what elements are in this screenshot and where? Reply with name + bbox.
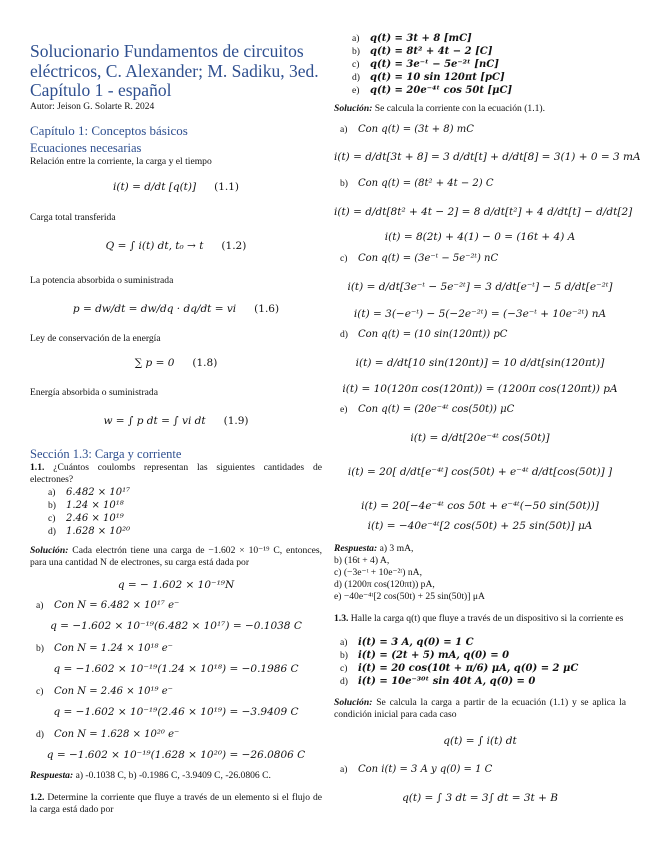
item-label: b) (48, 500, 56, 511)
case-equation: q = −1.602 × 10⁻¹⁹(1.24 × 10¹⁸) = −0.1986 C (53, 663, 299, 675)
case-condition: Con q(t) = (3e⁻ᵗ − 5e⁻²ᵗ) nC (358, 253, 499, 264)
answer-1-1 (30, 770, 322, 782)
case-row (36, 686, 173, 697)
case-equation: i(t) = d/dt[8t² + 4t − 2] = 8 d/dt[t²] + 4 d/dt[t] − d/dt[2] (334, 206, 633, 218)
list-item (48, 526, 130, 537)
section-heading-1-3: Sección 1.3: Carga y corriente (30, 447, 182, 461)
case-label: d) (340, 329, 348, 340)
case-label: b) (36, 643, 44, 654)
problem-number: 1.2. (30, 792, 45, 803)
case-condition: Con N = 6.482 × 10¹⁷ e⁻ (54, 600, 180, 611)
item-label: b) (352, 46, 360, 57)
equation-1-1-body: i(t) = d/dt [q(t)] (112, 181, 197, 193)
item-value: 1.24 × 10¹⁸ (66, 500, 124, 511)
answer-line: c) (−3e⁻ᵗ + 10e⁻²ᵗ) nA, (334, 567, 422, 578)
case-condition: Con q(t) = (3t + 8) mC (358, 124, 474, 135)
solution-text: Cada electrón tiene una carga de −1.602 × 10⁻¹⁹ C, entonces, para una cantidad N de electrones, su carga está dada por (30, 545, 323, 568)
case-label: a) (340, 124, 348, 135)
answer-line: e) −40e⁻⁴ᵗ[2 cos(50t) + 25 sin(50t)] μA (334, 591, 485, 602)
equation-1-8 (30, 357, 322, 369)
case-equation: i(t) = 20[ d/dt[e⁻⁴ᵗ] cos(50t) + e⁻⁴ᵗ d/dt[cos(50t)] ] (347, 466, 613, 478)
case-row (36, 600, 179, 611)
item-label: c) (352, 59, 360, 70)
solution-equation: q = − 1.602 × 10⁻¹⁹N (117, 579, 235, 591)
case-equation: i(t) = 8(2t) + 4(1) − 0 = (16t + 4) A (384, 231, 576, 243)
document-title (30, 42, 322, 101)
solution-text: Se calcula la corriente con la ecuación (1.1). (374, 103, 545, 114)
case-condition: Con N = 1.628 × 10²⁰ e⁻ (54, 729, 180, 740)
solution-1-1 (30, 545, 322, 569)
list-item (340, 637, 474, 648)
item-label: d) (352, 72, 360, 83)
case-label: d) (36, 729, 44, 740)
list-item (352, 72, 505, 83)
item-label: a) (48, 487, 56, 498)
case-equation: i(t) = d/dt[20e⁻⁴ᵗ cos(50t)] (410, 432, 550, 444)
list-item (352, 33, 472, 44)
case-row (36, 643, 173, 654)
problem-text: Determine la corriente que fluye a través de un elemento si el flujo de la carga está dado por (30, 792, 322, 815)
solution-label: Solución: (334, 103, 373, 114)
case-row (340, 764, 492, 775)
author-line: Autor: Jeison G. Solarte R. 2024 (30, 102, 155, 112)
case-row (340, 329, 507, 340)
item-value: q(t) = 3e⁻ᵗ − 5e⁻²ᵗ [nC] (370, 59, 499, 70)
solution-1-2 (334, 103, 626, 115)
case-row (36, 729, 179, 740)
list-item (340, 663, 578, 674)
case-condition: Con q(t) = (10 sin(120πt)) pC (358, 329, 508, 340)
case-equation: q = −1.602 × 10⁻¹⁹(2.46 × 10¹⁹) = −3.9409 C (53, 706, 299, 718)
case-label: a) (36, 600, 44, 611)
equation-number: (1.8) (192, 357, 218, 369)
equation-1-8-body: ∑ p = 0 (134, 357, 175, 369)
item-value: 2.46 × 10¹⁹ (66, 513, 124, 524)
case-equation: i(t) = −40e⁻⁴ᵗ[2 cos(50t) + 25 sin(50t)] μA (367, 520, 593, 532)
equation-1-2 (30, 240, 322, 252)
item-label: c) (340, 663, 348, 674)
list-item (48, 487, 130, 498)
item-label: a) (340, 637, 348, 648)
eq-text-3: La potencia absorbida o suministrada (30, 275, 174, 286)
answer-1-2 (334, 543, 626, 603)
list-item (352, 85, 512, 96)
list-item (48, 513, 124, 524)
case-row (340, 178, 494, 189)
case-equation: i(t) = 20[−4e⁻⁴ᵗ cos 50t + e⁻⁴ᵗ(−50 sin(50t))] (361, 500, 599, 512)
item-value: i(t) = 20 cos(10t + π/6) μA, q(0) = 2 μC (358, 663, 579, 674)
list-item (352, 59, 499, 70)
title-line-1: Solucionario Fundamentos de circuitos (30, 41, 304, 61)
equation-1-9 (30, 415, 322, 427)
case-equation: q = −1.602 × 10⁻¹⁹(6.482 × 10¹⁷) = −0.1038 C (50, 620, 302, 632)
section-heading-equations: Ecuaciones necesarias (30, 141, 142, 155)
answer-line: b) (16t + 4) A, (334, 555, 390, 566)
solution-1-3 (334, 697, 626, 721)
eq-text-2: Carga total transferida (30, 212, 116, 223)
case-label: b) (340, 178, 348, 189)
list-item (340, 676, 535, 687)
solution-label: Solución: (30, 545, 69, 556)
item-label: e) (352, 85, 360, 96)
case-equation: i(t) = d/dt[10 sin(120πt)] = 10 d/dt[sin(120πt)] (355, 357, 605, 369)
problem-number: 1.3. (334, 613, 349, 624)
answer-line: d) (1200π cos(120πt)) pA, (334, 579, 435, 590)
problem-1-2-statement (30, 792, 322, 816)
case-equation: i(t) = 3(−e⁻ᵗ) − 5(−2e⁻²ᵗ) = (−3e⁻ᵗ + 10e⁻²ᵗ) nA (353, 308, 607, 320)
list-item (340, 650, 509, 661)
item-label: a) (352, 33, 360, 44)
item-value: q(t) = 10 sin 120πt [pC] (370, 72, 505, 83)
case-label: a) (340, 764, 348, 775)
problem-1-1-statement (30, 462, 322, 486)
answer-label: Respuesta: (334, 543, 378, 554)
case-row (340, 404, 514, 415)
solution-label: Solución: (334, 697, 373, 708)
case-condition: Con N = 1.24 × 10¹⁸ e⁻ (54, 643, 173, 654)
case-equation: i(t) = d/dt[3t + 8] = 3 d/dt[t] + d/dt[8] = 3(1) + 0 = 3 mA (334, 151, 641, 163)
item-value: q(t) = 20e⁻⁴ᵗ cos 50t [μC] (370, 85, 513, 96)
case-label: c) (340, 253, 348, 264)
list-item (48, 500, 124, 511)
problem-1-3-statement (334, 613, 626, 625)
equation-1-6 (30, 303, 322, 315)
item-value: q(t) = 8t² + 4t − 2 [C] (370, 46, 493, 57)
title-line-3: Capítulo 1 - español (30, 80, 172, 100)
problem-number: 1.1. (30, 462, 45, 473)
case-label: c) (36, 686, 44, 697)
item-value: i(t) = 3 A, q(0) = 1 C (358, 637, 474, 648)
case-equation: q = −1.602 × 10⁻¹⁹(1.628 × 10²⁰) = −26.0806 C (46, 749, 306, 761)
item-label: d) (340, 676, 348, 687)
list-item (352, 46, 493, 57)
item-label: c) (48, 513, 56, 524)
case-row (340, 124, 474, 135)
equation-1-1 (30, 181, 322, 193)
item-label: d) (48, 526, 56, 537)
case-equation: q(t) = ∫ 3 dt = 3∫ dt = 3t + B (402, 792, 558, 804)
solution-text: Se calcula la carga a partir de la ecuación (1.1) y se aplica la condición inicial para cada caso (334, 697, 626, 720)
equation-number: (1.6) (254, 303, 280, 315)
answer-line: a) 3 mA, (379, 543, 414, 554)
equation-1-9-body: w = ∫ p dt = ∫ vi dt (103, 415, 206, 427)
case-condition: Con i(t) = 3 A y q(0) = 1 C (358, 764, 493, 775)
title-line-2: eléctricos, C. Alexander; M. Sadiku, 3ed. (30, 60, 319, 81)
equation-number: (1.1) (214, 181, 239, 193)
item-value: i(t) = (2t + 5) mA, q(0) = 0 (358, 650, 510, 661)
eq-text-1: Relación entre la corriente, la carga y el tiempo (30, 156, 212, 167)
chapter-heading: Capítulo 1: Conceptos básicos (30, 123, 188, 138)
item-value: 1.628 × 10²⁰ (66, 526, 131, 537)
equation-number: (1.2) (221, 240, 247, 252)
case-equation: i(t) = 10(120π cos(120πt)) = (1200π cos(120πt)) pA (342, 383, 618, 395)
case-label: e) (340, 404, 348, 415)
equation-number: (1.9) (223, 415, 249, 427)
equation-1-6-body: p = dw/dt = dw/dq · dq/dt = vi (72, 303, 237, 315)
solution-equation: q(t) = ∫ i(t) dt (443, 735, 517, 747)
case-condition: Con q(t) = (8t² + 4t − 2) C (358, 178, 494, 189)
item-value: q(t) = 3t + 8 [mC] (370, 33, 472, 44)
answer-label: Respuesta: (30, 770, 74, 781)
case-equation: i(t) = d/dt[3e⁻ᵗ − 5e⁻²ᵗ] = 3 d/dt[e⁻ᵗ] − 5 d/dt[e⁻²ᵗ] (347, 281, 613, 293)
case-condition: Con q(t) = (20e⁻⁴ᵗ cos(50t)) μC (358, 404, 515, 415)
case-condition: Con N = 2.46 × 10¹⁹ e⁻ (54, 686, 173, 697)
equation-1-2-body: Q = ∫ i(t) dt, t₀ → t (105, 240, 204, 252)
case-row (340, 253, 498, 264)
problem-text: Halle la carga q(t) que fluye a través de un dispositivo si la corriente es (350, 613, 624, 624)
item-value: i(t) = 10e⁻³⁰ᵗ sin 40t A, q(0) = 0 (358, 676, 536, 687)
item-value: 6.482 × 10¹⁷ (66, 487, 131, 498)
answer-text: a) -0.1038 C, b) -0.1986 C, -3.9409 C, -26.0806 C. (75, 770, 271, 781)
eq-text-5: Energía absorbida o suministrada (30, 387, 158, 398)
eq-text-4: Ley de conservación de la energía (30, 333, 161, 344)
item-label: b) (340, 650, 348, 661)
problem-text: ¿Cuántos coulombs representan las siguientes cantidades de electrones? (30, 462, 323, 485)
